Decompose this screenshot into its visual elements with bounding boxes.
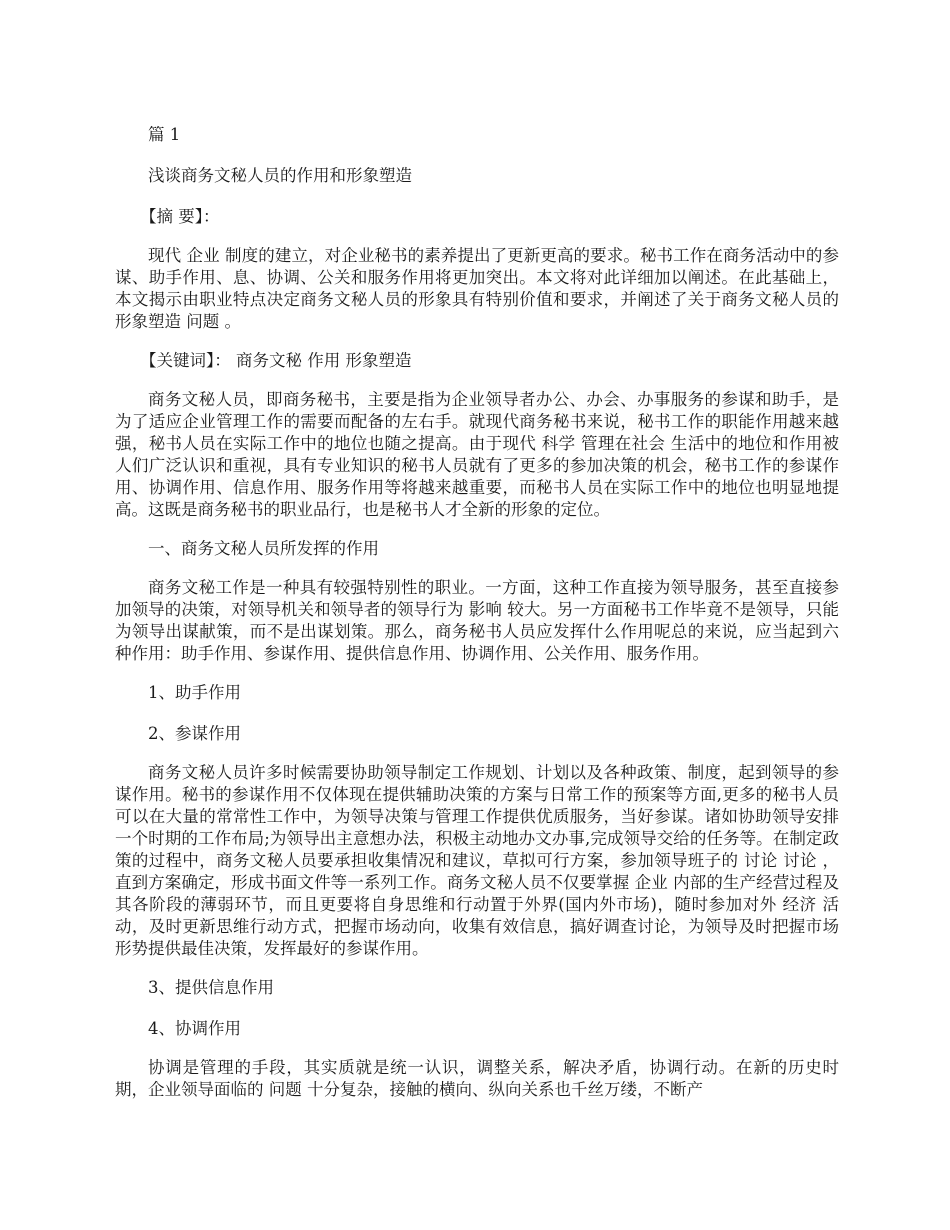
role-paragraph: 协调是管理的手段，其实质就是统一认识，调整关系，解决矛盾，协调行动。在新的历史时期，企业领导面临的 问题 十分复杂，接触的横向、纵向关系也千丝万缕，不断产: [115, 1058, 839, 1099]
abstract-label: 【摘 要】：: [140, 207, 220, 226]
abstract-paragraph: 现代 企业 制度的建立，对企业秘书的素养提出了更新更高的要求。秘书工作在商务活动中的参谋、助手作用、息、协调、公关和服务作用将更加突出。本文将对此详细加以阐述。在此基础上，本文揭示由职业特点决定商务文秘人员的形象具有特别价值和要求，并阐述了关于商务文秘人员的形象塑造 问题 。: [115, 246, 839, 331]
list-item-heading: 1、助手作用: [148, 683, 241, 702]
section-paragraph: 商务文秘工作是一种具有较强特别性的职业。一方面，这种工作直接为领导服务，甚至直接参加领导的决策，对领导机关和领导者的领导行为 影响 较大。另一方面秘书工作毕竟不是领导，只能为领导出谋献策，而不是出谋划策。那么，商务秘书人员应发挥什么作用呢总的来说，应当起到六种作用：助手作用、参谋作用、提供信息作用、协调作用、公关作用、服务作用。: [115, 578, 839, 663]
list-item-heading: 4、协调作用: [148, 1019, 241, 1038]
list-item-heading: 2、参谋作用: [148, 724, 241, 743]
article-title: 浅谈商务文秘人员的作用和形象塑造: [148, 166, 412, 185]
section-heading: 一、商务文秘人员所发挥的作用: [148, 539, 379, 558]
keywords-line: 【关键词】： 商务文秘 作用 形象塑造: [140, 351, 412, 370]
role-paragraph: 商务文秘人员许多时候需要协助领导制定工作规划、计划以及各种政策、制度，起到领导的参谋作用。秘书的参谋作用不仅体现在提供辅助决策的方案与日常工作的预案等方面,更多的秘书人员可以在大量的常常性工作中，为领导决策与管理工作提供优质服务，当好参谋。诸如协助领导安排一个时期的工作布局;为领导出主意想办法，积极主动地办文办事,完成领导交给的任务等。在制定政策的过程中，商务文秘人员要承担收集情况和建议，草拟可行方案，参加领导班子的 讨论 讨论 ，直到方案确定，形成书面文件等一系列工作。商务文秘人员不仅要掌握 企业 内部的生产经营过程及其各阶段的薄弱环节，而且更要将自身思维和行动置于外界(国内外市场)，随时参加对外 经济 活动，及时更新思维行动方式，把握市场动向，收集有效信息，搞好调查讨论，为领导及时把握市场形势提供最佳决策，发挥最好的参谋作用。: [115, 763, 839, 958]
intro-paragraph: 商务文秘人员，即商务秘书，主要是指为企业领导者办公、办会、办事服务的参谋和助手，是为了适应企业管理工作的需要而配备的左右手。就现代商务秘书来说，秘书工作的职能作用越来越强，秘书人员在实际工作中的地位也随之提高。由于现代 科学 管理在社会 生活中的地位和作用被人们广泛认识和重视，具有专业知识的秘书人员就有了更多的参加决策的机会，秘书工作的参谋作用、协调作用、信息作用、服务作用等将越来越重要，而秘书人员在实际工作中的地位也明显地提高。这既是商务秘书的职业品行，也是秘书人才全新的形象的定位。: [115, 390, 839, 519]
chapter-label: 篇 1: [148, 125, 181, 144]
document-page: [115, 122, 839, 1116]
list-item-heading: 3、提供信息作用: [148, 978, 274, 997]
